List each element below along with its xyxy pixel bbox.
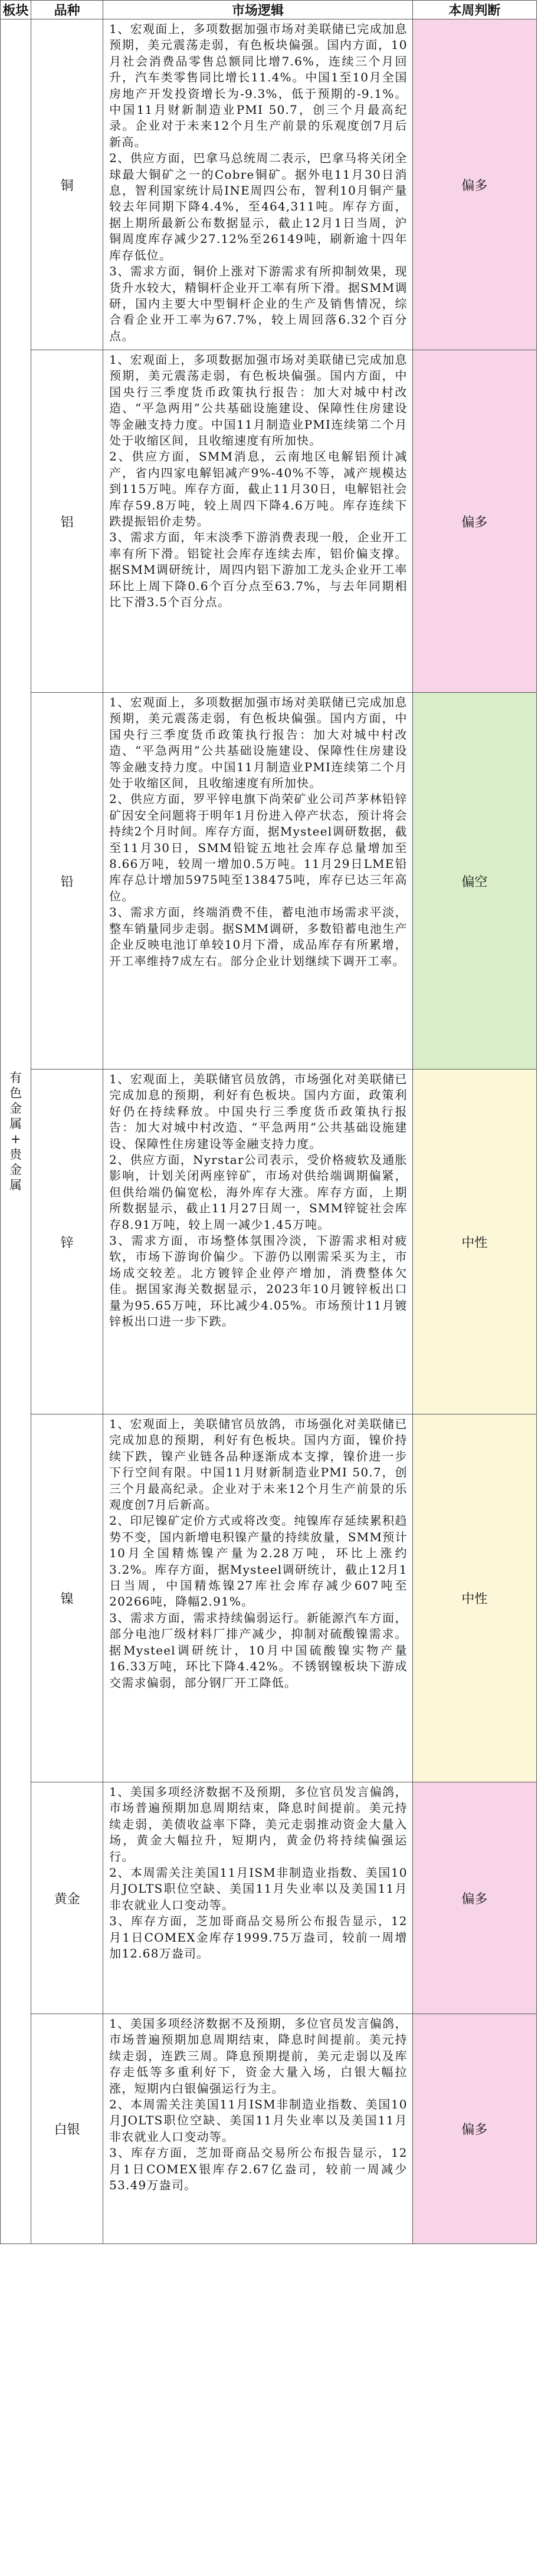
judgment-cell: 偏空	[412, 693, 536, 1070]
logic-paragraph: 1、美国多项经济数据不及预期，多位官员发言偏鸽，市场普遍预期加息周期结束，降息时间提前。美元持续走弱，连跌三周。降息预期提前，美元走弱以及库存走低等多重利好下，资金大量入场，白银大幅拉涨，短期内白银偏强运行为主。	[109, 2016, 408, 2095]
logic-paragraph: 1、宏观面上，多项数据加强市场对美联储已完成加息预期，美元震荡走弱，有色板块偏强。国内方面，中国央行三季度货币政策执行报告：加大对城中村改造、“平急两用”公共基础设施建设、保障性住房建设等金融支持力度。中国11月制造业PMI连续第二个月处于收缩区间，且收缩速度有所加快。	[109, 353, 408, 448]
board-label-char: 贵	[9, 1147, 22, 1162]
judgment-cell: 中性	[412, 1414, 536, 1782]
logic-paragraph: 2、本周需关注美国11月ISM非制造业指数、美国10月JOLTS职位空缺、美国11月失业率以及美国11月非农就业人口变动等。	[109, 2097, 408, 2144]
header-name: 品种	[31, 1, 103, 19]
logic-paragraph: 3、库存方面，芝加哥商品交易所公布报告显示，12月1日COMEX银库存2.67亿盎司，较前一周减少53.49万盎司。	[109, 2146, 408, 2193]
market-logic-cell	[103, 19, 413, 350]
logic-paragraph: 1、宏观面上，多项数据加强市场对美联储已完成加息预期，美元震荡走弱，有色板块偏强。国内方面，10月社会消费品零售总额同比增7.6%，连续三个月回升，汽车类零售同比增长11.4%。中国1至10月全国房地产开发投资增长为-9.3%，低于预期的-9.1%。中国11月财新制造业PMI 50.7，创三个月最高纪录。企业对于未来12个月生产前景的乐观度创7月后新高。	[109, 22, 408, 149]
logic-paragraph: 3、需求方面，年末淡季下游消费表现一般，企业开工率有所下滑。铝锭社会库存连续去库，铝价偏支撑。据SMM调研统计，周四内铝下游加工龙头企业开工率环比上周下降0.6个百分点至63.7%，与去年同期相比下滑3.5个百分点。	[109, 530, 408, 610]
logic-paragraph: 2、本周需关注美国11月ISM非制造业指数、美国10月JOLTS职位空缺、美国11月失业率以及美国11月非农就业人口变动等。	[109, 1866, 408, 1912]
logic-paragraph: 1、美国多项经济数据不及预期，多位官员发言偏鸽，市场普遍预期加息周期结束，降息时间提前。美元持续走弱，美债收益率下降，美元走弱推动资金大量入场，黄金大幅拉升，短期内，黄金仍将持续偏强运行。	[109, 1785, 408, 1864]
judgment-cell: 偏多	[412, 2014, 536, 2244]
judgment-cell: 偏多	[412, 1782, 536, 2014]
variety-name: 镍	[31, 1414, 103, 1782]
market-logic-cell	[103, 1070, 413, 1414]
board-label	[1, 1070, 31, 1193]
table-row	[1, 1782, 537, 2014]
logic-paragraph: 3、库存方面，芝加哥商品交易所公布报告显示，12月1日COMEX金库存1999.75万盎司，较前一周增加12.68万盎司。	[109, 1914, 408, 1961]
logic-paragraph: 1、宏观面上，多项数据加强市场对美联储已完成加息预期，美元震荡走弱，有色板块偏强。国内方面，中国央行三季度货币政策执行报告：加大对城中村改造、“平急两用”公共基础设施建设、保障性住房建设等金融支持力度。中国11月制造业PMI连续第二个月处于收缩区间，且收缩速度有所加快。	[109, 695, 408, 791]
board-label-char: 金	[9, 1101, 22, 1116]
logic-paragraph: 2、供应方面，Nyrstar公司表示，受价格疲软及通胀影响，计划关闭两座锌矿，市场对供给端调期偏紧，但供给端仍偏宽松，海外库存大涨。库存方面，上期所数据显示，截止11月27日周一，SMM锌锭社会库存8.91万吨，较上周一减少1.45万吨。	[109, 1153, 408, 1232]
variety-name: 铝	[31, 350, 103, 693]
table-header-row	[1, 1, 537, 19]
board-label-char: 属	[9, 1117, 22, 1131]
table-row	[1, 2014, 537, 2244]
table-row	[1, 1070, 537, 1414]
logic-paragraph: 2、供应方面，SMM消息，云南地区电解铝预计减产，省内四家电解铝减产9%-40%不等，减产规模达到115万吨。库存方面，截止11月30日，电解铝社会库存59.8万吨，较上周四下降4.6万吨。库存连续下跌提振铝价走势。	[109, 449, 408, 529]
market-logic-cell	[103, 1414, 413, 1782]
logic-paragraph: 1、宏观面上，美联储官员放鸽，市场强化对美联储已完成加息的预期，利好有色板块。国内方面，政策利好仍在持续释放。中国央行三季度货币政策执行报告：加大对城中村改造、“平急两用”公共基础设施建设、保障性住房建设等金融支持力度。	[109, 1072, 408, 1151]
board-label-char: 有	[9, 1071, 22, 1085]
board-label-char: 金	[9, 1163, 22, 1177]
board-label-char: 属	[9, 1178, 22, 1192]
header-judgment: 本周判断	[412, 1, 536, 19]
logic-paragraph: 3、需求方面，铜价上涨对下游需求有所抑制效果，现货升水较大，精铜杆企业开工率有所下滑。据SMM调研，国内主要大中型铜杆企业的生产及销售情况，综合看企业开工率为67.7%，较上周回落6.32个百分点。	[109, 264, 408, 343]
judgment-cell: 中性	[412, 1070, 536, 1414]
board-label-cell	[1, 19, 31, 2244]
table-row	[1, 19, 537, 350]
header-logic: 市场逻辑	[103, 1, 413, 19]
market-logic-cell	[103, 2014, 413, 2244]
logic-paragraph: 3、需求方面，需求持续偏弱运行。新能源汽车方面，部分电池厂级材料厂排产减少，抑制对硫酸镍需求。据Mysteel调研统计，10月中国硫酸镍实物产量16.33万吨，环比下降4.42%。不锈钢镍板块下游成交需求偏弱，部分钢厂开工降低。	[109, 1610, 408, 1690]
market-logic-cell	[103, 693, 413, 1070]
variety-name: 铜	[31, 19, 103, 350]
market-logic-cell	[103, 1782, 413, 2014]
variety-name: 锌	[31, 1070, 103, 1414]
market-logic-cell	[103, 350, 413, 693]
logic-paragraph: 3、需求方面，市场整体氛围冷淡，下游需求相对疲软，市场下游询价偏少。下游仍以刚需采买为主，市场成交较差。北方镀锌企业停产增加，消费整体欠佳。据国家海关数据显示，2023年10月镀锌板出口量为95.65万吨，环比减少4.05%。市场预计11月镀锌板出口进一步下跌。	[109, 1233, 408, 1329]
table-row	[1, 1414, 537, 1782]
board-label-char: 色	[9, 1086, 22, 1100]
judgment-cell: 偏多	[412, 350, 536, 693]
logic-paragraph: 2、供应方面，罗平锌电旗下尚荣矿业公司芦茅林铅锌矿因安全问题将于明年1月份进入停产状态，预计将会持续2个月时间。库存方面，据Mysteel调研数据，截至11月30日，SMM铅锭五地社会库存总量增加至8.66万吨，较周一增加0.5万吨。11月29日LME铅库存总计增加5975吨至138475吨，库存已达三年高位。	[109, 792, 408, 903]
logic-paragraph: 2、供应方面，巴拿马总统周二表示，巴拿马将关闭全球最大铜矿之一的Cobre铜矿。据外电11月30日消息，智利国家统计局INE周四公布，智利10月铜产量较去年同期下降4.4%，至464,311吨。库存方面，据上期所最新公布数据显示，截止12月1日当周，沪铜周度库存减少27.12%至26149吨，刷新逾十四年库存低位。	[109, 151, 408, 262]
header-board: 板块	[1, 1, 31, 19]
judgment-cell: 偏多	[412, 19, 536, 350]
logic-paragraph: 3、需求方面，终端消费不佳，蓄电池市场需求平淡，整车销量同步走弱。据SMM调研，多数铅蓄电池生产企业反映电池订单较10月下滑，成品库存有所累增，开工率维持7成左右。部分企业计划继续下调开工率。	[109, 905, 408, 968]
logic-paragraph: 2、印尼镍矿定价方式或将改变。纯镍库存延续累积趋势不变，国内新增电积镍产量的持续放量，SMM预计10月全国精炼镍产量为2.28万吨，环比上涨约3.2%。库存方面，据Mysteel调研统计，截止12月1日当周，中国精炼镍27库社会库存减少607吨至20266吨，降幅2.91%。	[109, 1514, 408, 1609]
variety-name: 白银	[31, 2014, 103, 2244]
table-row	[1, 693, 537, 1070]
board-label-char: +	[10, 1132, 21, 1146]
variety-name: 黄金	[31, 1782, 103, 2014]
table-row	[1, 350, 537, 693]
variety-name: 铅	[31, 693, 103, 1070]
logic-paragraph: 1、宏观面上，美联储官员放鸽，市场强化对美联储已完成加息的预期，利好有色板块。国内方面，镍价持续下跌，镍产业链各品种逐渐成本支撑，镍价进一步下行空间有限。中国11月财新制造业PMI 50.7，创三个月最高纪录。企业对于未来12个月生产前景的乐观度创7月后新高。	[109, 1417, 408, 1512]
